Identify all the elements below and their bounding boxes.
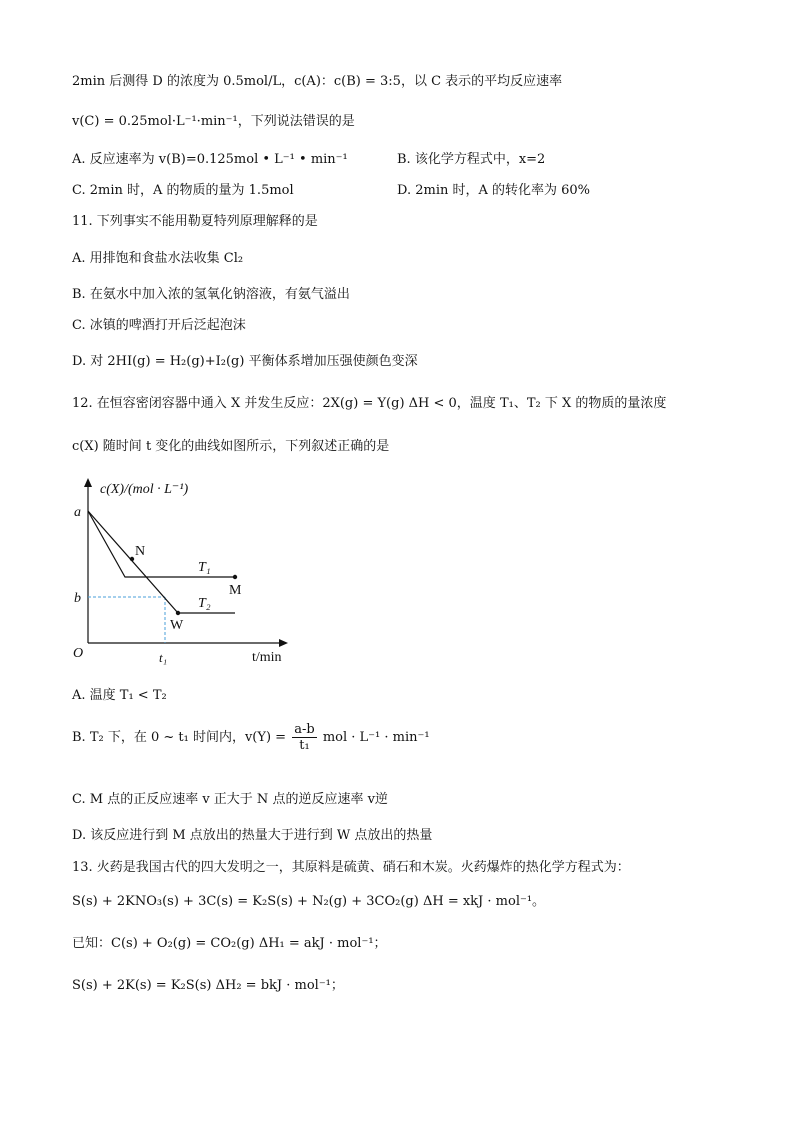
q11-option-d: D. 对 2HI(g) = H₂(g)+I₂(g) 平衡体系增加压强使颜色变深 [72,354,418,369]
q11-option-a: A. 用排饱和食盐水法收集 Cl₂ [72,251,244,266]
q12-stem-line2: c(X) 随时间 t 变化的曲线如图所示，下列叙述正确的是 [72,439,390,454]
q13-equation-3: S(s) + 2K(s) = K₂S(s) ΔH₂ = bkJ · mol⁻¹； [72,978,344,993]
curve-t1 [88,511,235,577]
q12-option-c: C. M 点的正反应速率 v 正大于 N 点的逆反应速率 v逆 [72,792,388,807]
x-axis-label: t/min [252,650,282,665]
q13-stem: 13. 火药是我国古代的四大发明之一，其原料是硫黄、硝石和木炭。火药爆炸的热化学方程式为： [72,860,630,875]
curve-t2 [88,511,235,613]
t1-curve-label: T₁ [198,560,211,575]
q12-option-b-fraction [292,722,316,753]
q13-equation-2: 已知：C(s) + O₂(g) = CO₂(g) ΔH₁ = akJ · mol⁻¹； [72,936,387,951]
q10-stem-line2: v(C) = 0.25mol·L⁻¹·min⁻¹，下列说法错误的是 [72,114,355,129]
q12-option-b [72,722,430,753]
origin-label: O [73,646,84,661]
q10-stem-line1: 2min 后测得 D 的浓度为 0.5mol/L，c(A)：c(B) = 3:5，以 C 表示的平均反应速率 [72,74,563,89]
b-label: b [74,591,81,606]
q11-option-c: C. 冰镇的啤酒打开后泛起泡沫 [72,318,246,333]
point-m [233,575,237,579]
n-label: N [135,544,146,559]
fraction-numerator: a-b [294,722,315,737]
t2-curve-label: T₂ [198,596,211,611]
q10-option-a: A. 反应速率为 v(B)=0.125mol • L⁻¹ • min⁻¹ [72,152,348,167]
q10-option-b: B. 该化学方程式中，x=2 [397,152,546,167]
y-axis-arrow [84,478,92,487]
x-axis-arrow [279,639,288,647]
fraction-denominator: t₁ [299,738,310,753]
concentration-time-graph [70,475,300,670]
q12-option-b-prefix: B. T₂ 下，在 0 ~ t₁ 时间内，v(Y) = [72,730,287,745]
q13-equation-1: S(s) + 2KNO₃(s) + 3C(s) = K₂S(s) + N₂(g) + 3CO₂(g) ΔH = xkJ · mol⁻¹。 [72,894,546,909]
q10-option-d: D. 2min 时，A 的转化率为 60% [397,183,591,198]
q11-option-b: B. 在氨水中加入浓的氢氧化钠溶液，有氨气溢出 [72,287,350,302]
a-label: a [74,505,81,520]
y-axis-label: c(X)/(mol · L⁻¹) [100,482,189,497]
q10-option-c: C. 2min 时，A 的物质的量为 1.5mol [72,183,294,198]
q12-stem-line1: 12. 在恒容密闭容器中通入 X 并发生反应：2X(g) = Y(g) ΔH < 0，温度 T₁、T₂ 下 X 的物质的量浓度 [72,396,667,411]
q12-option-b-unit: mol · L⁻¹ · min⁻¹ [322,730,430,745]
point-n [130,557,134,561]
q12-option-a: A. 温度 T₁ < T₂ [72,688,167,703]
q12-option-d: D. 该反应进行到 M 点放出的热量大于进行到 W 点放出的热量 [72,828,433,843]
t1-label: t₁ [159,650,168,665]
q11-stem: 11. 下列事实不能用勒夏特列原理解释的是 [72,214,318,229]
point-w [176,611,180,615]
m-label: M [229,583,242,598]
w-label: W [170,618,184,633]
